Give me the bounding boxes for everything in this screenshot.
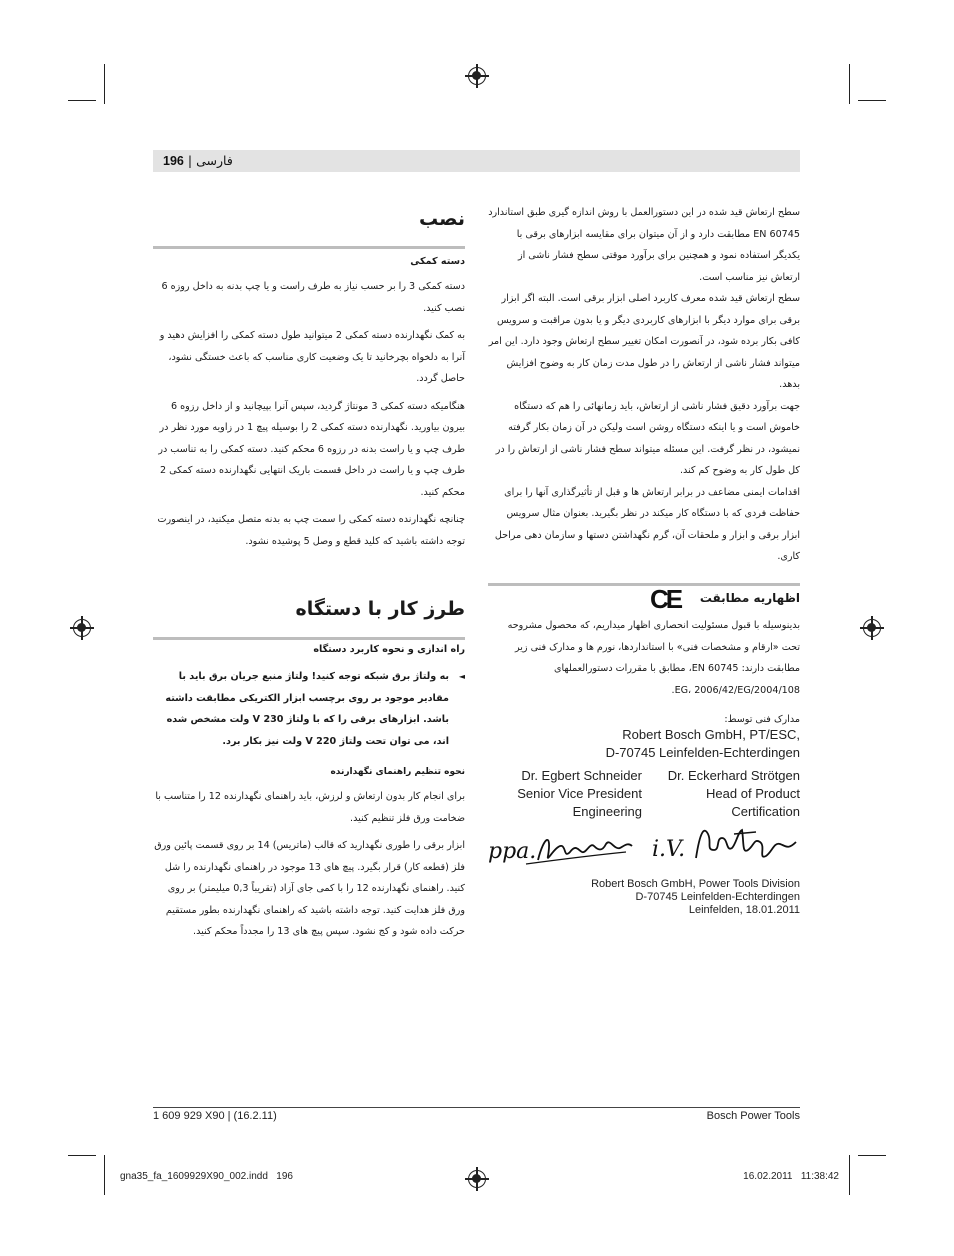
bullet-arrow-icon: ◄ bbox=[458, 672, 465, 681]
signatory-right bbox=[646, 767, 800, 821]
division-address bbox=[488, 878, 800, 917]
guide-paragraph: برای انجام کار بدون ارتعاش و لرزش، باید راهنمای نگهدارنده 12 را متناسب با ضخامت ورق فلز تنظیم کنید. bbox=[155, 791, 465, 824]
footer-rule bbox=[153, 1107, 800, 1108]
signatory-title: Head of Product bbox=[706, 786, 800, 801]
ce-mark-icon: CE bbox=[650, 584, 681, 614]
install-heading: نصب bbox=[419, 208, 465, 230]
signature-right-icon bbox=[650, 820, 800, 872]
vibration-section bbox=[488, 202, 800, 568]
conformity-heading: اظهاریه مطابقت bbox=[699, 591, 800, 605]
signatory-title: Senior Vice President bbox=[517, 786, 642, 801]
crop-mark bbox=[849, 1155, 850, 1195]
aux-handle-paragraph: چنانچه نگهدارنده دسته کمکی را سمت چپ به بدنه متصل میکنید، در اینصورت توجه داشته باشید که کلید قطع و وصل 5 پوشیده نشود. bbox=[157, 514, 465, 547]
vibration-paragraph: جهت برآورد دقیق فشار ناشی از ارتعاش، باید زمانهائی را هم که دستگاه خاموش است و یا اینکه دستگاه روشن است ولیکن در آن زمان بکار گرفته نمیشود، در نظر گرفت. این مسئله میتواند سطح فشار ناشی از ارتعاش را در کل طول کار به وضوح کم کند. bbox=[495, 400, 800, 476]
aux-handle-paragraph: هنگامیکه دسته کمکی 3 مونتاژ گردید، سپس آنرا بپیچانید و از داخل رزوه 6 بیرون بیاورید. نگهدارنده دسته کمکی 2 را بوسیله پیچ 1 در زاویه مورد نظر در طرف چپ و یا راست بدنه در رزوه 6 محکم کنید. دسته کمکی را به تناسب در طرف چپ و یا راست در داخل قسمت باریک انتهایی نگهدارنده دسته کمکی 2 محکم کنید. bbox=[158, 400, 465, 498]
section-rule bbox=[488, 583, 800, 586]
division-line: D-70745 Leinfelden-Echterdingen bbox=[635, 891, 800, 903]
technical-docs-label: مدارک فنی توسط: bbox=[724, 714, 800, 725]
page-header-label bbox=[163, 153, 233, 168]
page-number: 196 bbox=[163, 154, 184, 168]
crop-mark bbox=[858, 1155, 886, 1156]
aux-handle-paragraph: دسته کمکی 3 را بر حسب نیاز به طرف راست و یا چپ بدنه به داخل روزه 6 نصب کنید. bbox=[161, 281, 465, 314]
page-header bbox=[153, 150, 800, 172]
division-line: Leinfelden, 18.01.2011 bbox=[688, 904, 800, 916]
crop-mark bbox=[104, 1155, 105, 1195]
signatory-left bbox=[488, 767, 642, 821]
vibration-paragraph: سطح ارتعاش قید شده در این دستورالعمل با روش اندازه گیری طبق استاندارد EN 60745 مطابقت دارد و از آن میتوان برای مقایسه ابزارهای برقی با یکدیگر استفاده نمود و همچنین برای برآورد موقتی سطح فشار ناشی از ارتعاش نیز مناسب است. bbox=[488, 207, 800, 283]
division-line: Robert Bosch GmbH, Power Tools Division bbox=[591, 878, 800, 890]
crop-mark bbox=[858, 100, 886, 101]
footer-doc-number: 1 609 929 X90 | (16.2.11) bbox=[153, 1110, 277, 1122]
crop-mark bbox=[68, 100, 96, 101]
guide-paragraph: ابزار برقی را طوری نگهدارید که قالب (ماتریس) 14 بر روی قسمت پائین ورق فلز (قطعه کار) قرار بگیرد. پیچ های 13 موجود در راهنمای نگهدارنده را شل کنید. راهنمای نگهدارنده 12 را با کمی جای آزاد (تقریباً 0,3 میلیمتر) بر روی ورق فلز هدایت کنید. توجه داشته باشید که راهنمای نگهدارنده بطور مستقیم حرکت داده شود و کج نشود. سپس پیچ های 13 را مجدداً محکم کنید. bbox=[154, 840, 465, 937]
operation-subheading: راه اندازی و نحوه کاربرد دستگاه bbox=[313, 644, 465, 655]
signature-left-icon bbox=[486, 826, 636, 870]
registration-mark-icon bbox=[468, 1170, 486, 1188]
voltage-warning bbox=[153, 666, 465, 752]
crop-mark bbox=[68, 1155, 96, 1156]
company-line: Robert Bosch GmbH, PT/ESC, bbox=[622, 727, 800, 742]
slug-filename: gna35_fa_1609929X90_002.indd 196 bbox=[120, 1171, 293, 1182]
footer-brand: Bosch Power Tools bbox=[706, 1110, 800, 1122]
operation-heading: طرز کار با دستگاه bbox=[295, 598, 465, 620]
registration-mark-icon bbox=[863, 619, 881, 637]
aux-handle-section bbox=[153, 252, 465, 552]
registration-mark-icon bbox=[73, 619, 91, 637]
operation-body bbox=[153, 640, 465, 943]
signatory-name: Dr. Egbert Schneider bbox=[521, 768, 642, 783]
signature-right-text: i.V. bbox=[652, 837, 686, 862]
aux-handle-heading: دسته کمکی bbox=[410, 256, 465, 267]
company-address bbox=[488, 726, 800, 762]
header-separator: | bbox=[187, 153, 193, 168]
company-line: D-70745 Leinfelden-Echterdingen bbox=[605, 745, 800, 760]
crop-mark bbox=[849, 64, 850, 104]
signatory-title: Engineering bbox=[572, 804, 642, 819]
section-rule bbox=[153, 246, 465, 249]
voltage-warning-text: به ولتاژ برق شبکه توجه کنید! ولتاژ منبع جریان برق باید با مقادیر موجود بر روی برچسب ابزار الکتریکی مطابقت داشته باشد. ابزارهای برقی را که با ولتاژ 230 V ولت مشخص شده اند، می توان تحت ولتاژ 220 V ولت نیز بکار برد. bbox=[165, 671, 449, 747]
vibration-paragraph: سطح ارتعاش قید شده معرف کاربرد اصلی ابزار برقی است. البته اگر ابزار برقی برای موارد دیگر با ابزارهای کاربردی دیگر و یا بدون مراقبت و سرویس کافی بکار برده شود، در آنصورت امکان تغییر سطح ارتعاش وجود دارد. این امر میتواند فشار ناشی از ارتعاش را در طول مدت زمان کار به وضوح افزایش بدهد. bbox=[488, 293, 800, 390]
crop-mark bbox=[104, 64, 105, 104]
conformity-body bbox=[488, 615, 800, 731]
aux-handle-paragraph: به کمک نگهدارنده دسته کمکی 2 میتوانید طول دسته کمکی را افزایش دهید و آنرا به دلخواه بچرخانید تا یک وضعیت کاری مناسب که باعث خستگی نشود، حاصل گردد. bbox=[159, 330, 465, 384]
conformity-text: بدینوسیله با قبول مسئولیت انحصاری اظهار میداریم، که محصول مشروحه تحت «ارقام و مشخصات فنی» با استانداردها، نورم ها و مدارک فنی زیر مطابقت دارند: EN 60745، مطابق با مقررات دستورالعملهای 2004/108/EG، 2006/42/EG. bbox=[507, 620, 800, 696]
signature-left-text: ppa. bbox=[488, 839, 537, 864]
install-section bbox=[153, 206, 465, 232]
registration-mark-icon bbox=[468, 67, 486, 85]
header-language: فارسی bbox=[196, 153, 233, 168]
conformity-heading-row bbox=[488, 588, 800, 608]
vibration-paragraph: اقدامات ایمنی مضاعف در برابر ارتعاش ها و قبل از تأثیرگذاری آنها را برای حفاظت فردی که با دستگاه کار میکند در نظر بگیرید. بعنوان مثال سرویس ابزار برقی و ابزار و ملحقات آن، گرم نگهداشتن دستها و سازمان دهی مراحل کاری. bbox=[494, 486, 800, 562]
operation-section bbox=[153, 596, 465, 622]
guide-heading: نحوه تنظیم راهنمای نگهدارنده bbox=[330, 767, 465, 777]
slug-timestamp: 16.02.2011 11:38:42 bbox=[743, 1171, 839, 1182]
signatory-title: Certification bbox=[731, 804, 800, 819]
signatory-name: Dr. Eckerhard Strötgen bbox=[667, 768, 800, 783]
